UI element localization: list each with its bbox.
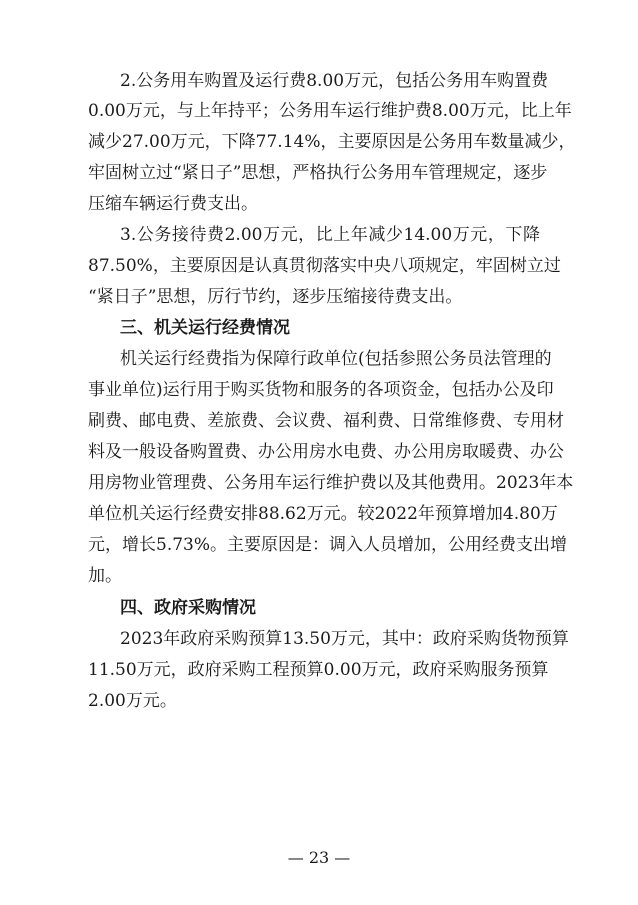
paragraph-line: 减少27.00万元，下降77.14%，主要原因是公务用车数量减少， [88, 132, 576, 152]
section-heading: 四、政府采购情况 [120, 598, 256, 618]
page-number: — 23 — [287, 848, 351, 867]
paragraph-line: 机关运行经费指为保障行政单位(包括参照公务员法管理的 [120, 349, 552, 369]
paragraph-line: 用房物业管理费、公务用车运行维护费以及其他费用。2023年本 [88, 473, 574, 493]
paragraph-line: 87.50%，主要原因是认真贯彻落实中央八项规定，牢固树立过 [88, 256, 561, 276]
paragraph-line: 元，增长5.73%。主要原因是：调入人员增加，公用经费支出增 [88, 535, 568, 555]
paragraph-line: 3.公务接待费2.00万元，比上年减少14.00万元，下降 [120, 225, 540, 245]
paragraph-line: 刷费、邮电费、差旅费、会议费、福利费、日常维修费、专用材 [88, 411, 564, 431]
paragraph-line: 0.00万元，与上年持平；公务用车运行维护费8.00万元，比上年 [88, 101, 572, 121]
paragraph-line: 单位机关运行经费安排88.62万元。较2022年预算增加4.80万 [88, 504, 558, 524]
paragraph-line: 2.00万元。 [88, 691, 177, 711]
paragraph-line: 加。 [88, 566, 122, 586]
paragraph-line: 事业单位)运行用于购买货物和服务的各项资金，包括办公及印 [88, 380, 554, 400]
paragraph-line: “紧日子”思想，厉行节约，逐步压缩接待费支出。 [88, 287, 463, 307]
paragraph-line: 料及一般设备购置费、办公用房水电费、办公用房取暖费、办公 [88, 442, 564, 462]
section-heading: 三、机关运行经费情况 [120, 318, 290, 338]
paragraph-line: 压缩车辆运行费支出。 [88, 194, 258, 214]
paragraph-line: 11.50万元，政府采购工程预算0.00万元，政府采购服务预算 [88, 660, 549, 680]
paragraph-line: 2023年政府采购预算13.50万元，其中：政府采购货物预算 [120, 629, 569, 649]
paragraph-line: 牢固树立过“紧日子”思想，严格执行公务用车管理规定，逐步 [88, 163, 548, 183]
paragraph-line: 2.公务用车购置及运行费8.00万元，包括公务用车购置费 [120, 71, 549, 91]
